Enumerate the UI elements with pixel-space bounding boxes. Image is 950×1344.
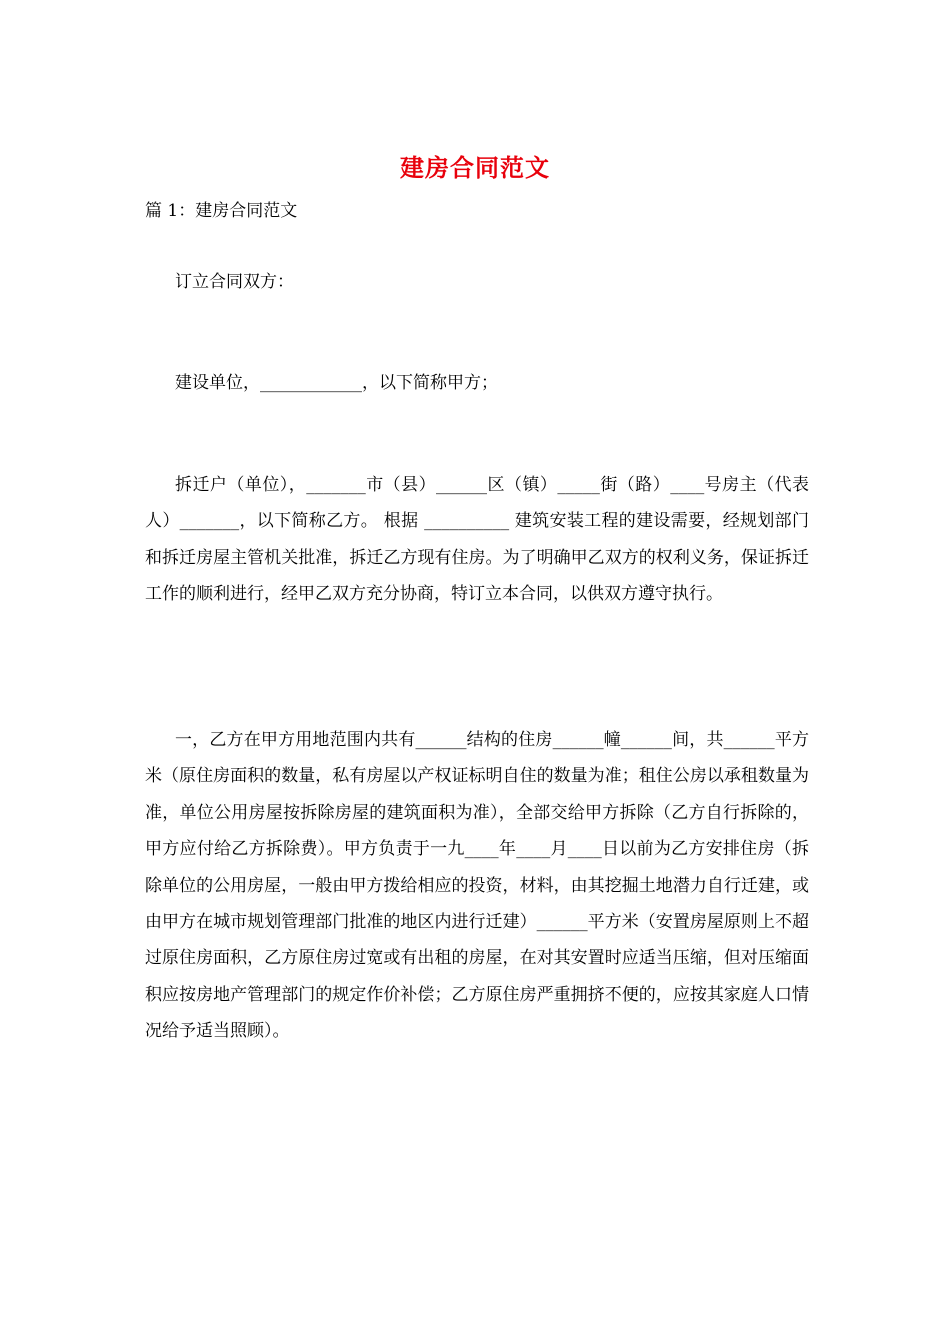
paragraph-clause-1: 一，乙方在甲方用地范围内共有______结构的住房______幢______间，共______平方米（原住房面积的数量，私有房屋以产权证标明自住的数量为准；租住公房以承租数量为准，单位公用房屋按拆除房屋的建筑面积为准），全部交给甲方拆除（乙方自行拆除的，甲方应付给乙方拆除费）。甲方负责于一九____年____月____日以前为乙方安排住房（拆除单位的公用房屋，一般由甲方拨给相应的投资，材料，由其挖掘土地潜力自行迁建，或由甲方在城市规划管理部门批准的地区内进行迁建）______平方米（安置房屋原则上不超过原住房面积，乙方原住房过宽或有出租的房屋，在对其安置时应适当压缩，但对压缩面积应按房地产管理部门的规定作价补偿；乙方原住房严重拥挤不便的，应按其家庭人口情况给予适当照顾）。 — [145, 730, 809, 1042]
paragraph-party-b: 拆迁户（单位），_______市（县）______区（镇）_____街（路）____号房主（代表人）_______，以下简称乙方。 根据 __________ 建筑安装工程的建设需要，经规划部门和拆迁房屋主管机关批准，拆迁乙方现有住房。为了明确甲乙双方的权利义务，保证拆迁工作的顺利进行，经甲乙双方充分协商，特订立本合同，以供双方遵守执行。 — [145, 475, 809, 605]
paragraph-party-a: 建设单位，____________，以下简称甲方； — [175, 373, 498, 393]
document-subtitle: 篇 1：建房合同范文 — [145, 201, 298, 221]
paragraph-parties: 订立合同双方： — [175, 272, 294, 292]
document-title: 建房合同范文 — [400, 153, 550, 182]
